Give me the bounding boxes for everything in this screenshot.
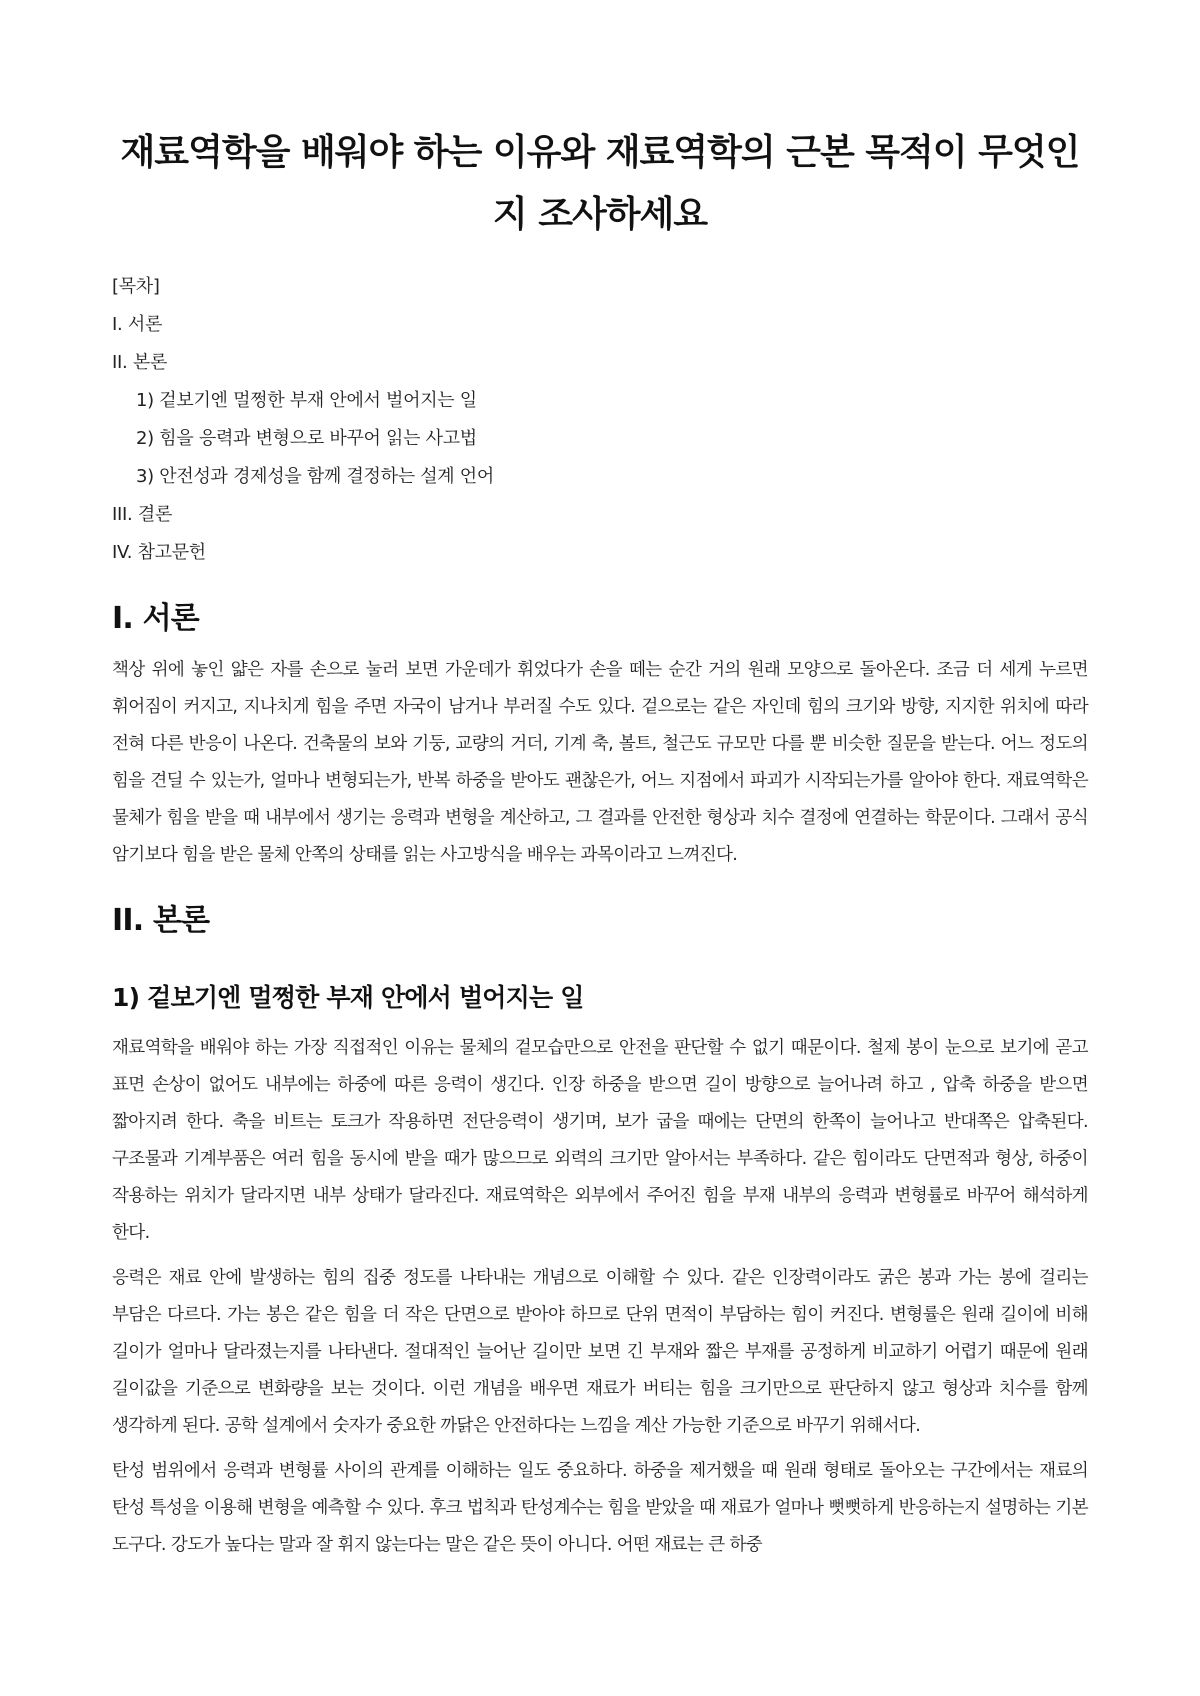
body-paragraph-3: 탄성 범위에서 응력과 변형률 사이의 관계를 이해하는 일도 중요하다. 하중을 제거했을 때 원래 형태로 돌아오는 구간에서는 재료의 탄성 특성을 이용해 변형을 예측할 수 있다. 후크 법칙과 탄성계수는 힘을 받았을 때 재료가 얼마나 뻣뻣하게 반응하는지 설명하는 기본 도구다. 강도가 높다는 말과 잘 휘지 않는다는 말은 같은 뜻이 아니다. 어떤 재료는 큰 하중 [112, 1461, 1088, 1555]
intro-paragraph: 책상 위에 놓인 얇은 자를 손으로 눌러 보면 가운데가 휘었다가 손을 떼는 순간 거의 원래 모양으로 돌아온다. 조금 더 세게 누르면 휘어짐이 커지고, 지나치게 힘을 주면 자국이 남거나 부러질 수도 있다. 겉으로는 같은 자인데 힘의 크기와 방향, 지지한 위치에 따라 전혀 다른 반응이 나온다. 건축물의 보와 기둥, 교량의 거더, 기계 축, 볼트, 철근도 규모만 다를 뿐 비슷한 질문을 받는다. 어느 정도의 힘을 견딜 수 있는가, 얼마나 변형되는가, 반복 하중을 받아도 괜찮은가, 어느 지점에서 파괴가 시작되는가를 알아야 한다. 재료역학은 물체가 힘을 받을 때 내부에서 생기는 응력과 변형을 계산하고, 그 결과를 안전한 형상과 치수 결정에 연결하는 학문이다. 그래서 공식 암기보다 힘을 받은 물체 안쪽의 상태를 읽는 사고방식을 배우는 과목이라고 느껴진다. [112, 660, 1088, 865]
toc-item-body-3: 3) 안전성과 경제성을 함께 결정하는 설계 언어 [136, 466, 494, 487]
body-paragraph-2: 응력은 재료 안에 발생하는 힘의 집중 정도를 나타내는 개념으로 이해할 수 있다. 같은 인장력이라도 굵은 봉과 가는 봉에 걸리는 부담은 다르다. 가는 봉은 같은 힘을 더 작은 단면으로 받아야 하므로 단위 면적이 부담하는 힘이 커진다. 변형률은 원래 길이에 비해 길이가 얼마나 달라졌는지를 나타낸다. 절대적인 늘어난 길이만 보면 긴 부재와 짧은 부재를 공정하게 비교하기 어렵기 때문에 원래 길이값을 기준으로 변화량을 보는 것이다. 이런 개념을 배우면 재료가 버티는 힘을 크기만으로 판단하지 않고 형상과 치수를 함께 생각하게 된다. 공학 설계에서 숫자가 중요한 까닭은 안전하다는 느낌을 계산 가능한 기준으로 바꾸기 위해서다. [112, 1268, 1088, 1436]
toc-item-body-2: 2) 힘을 응력과 변형으로 바꾸어 읽는 사고법 [136, 428, 477, 449]
table-of-contents [112, 268, 1088, 572]
subsection-heading-1: 1) 겉보기엔 멀쩡한 부재 안에서 벌어지는 일 [112, 983, 584, 1012]
section-heading-body: II. 본론 [112, 903, 210, 938]
toc-item-intro: I. 서론 [112, 314, 163, 335]
body-paragraph-1: 재료역학을 배워야 하는 가장 직접적인 이유는 물체의 겉모습만으로 안전을 판단할 수 없기 때문이다. 철제 봉이 눈으로 보기에 곧고 표면 손상이 없어도 내부에는 하중에 따른 응력이 생긴다. 인장 하중을 받으면 길이 방향으로 늘어나려 하고 , 압축 하중을 받으면 짧아지려 한다. 축을 비트는 토크가 작용하면 전단응력이 생기며, 보가 굽을 때에는 단면의 한쪽이 늘어나고 반대쪽은 압축된다. 구조물과 기계부품은 여러 힘을 동시에 받을 때가 많으므로 외력의 크기만 알아서는 부족하다. 같은 힘이라도 단면적과 형상, 하중이 작용하는 위치가 달라지면 내부 상태가 달라진다. 재료역학은 외부에서 주어진 힘을 부재 내부의 응력과 변형률로 바꾸어 해석하게 한다. [112, 1038, 1088, 1243]
toc-item-conclusion: III. 결론 [112, 504, 173, 525]
toc-heading: [목차] [112, 276, 160, 297]
toc-item-body-1: 1) 겉보기엔 멀쩡한 부재 안에서 벌어지는 일 [136, 390, 477, 411]
section-heading-intro: I. 서론 [112, 601, 199, 636]
toc-item-body: II. 본론 [112, 352, 168, 373]
document-title: 재료역학을 배워야 하는 이유와 재료역학의 근본 목적이 무엇인지 조사하세요 [120, 132, 1080, 235]
toc-item-references: IV. 참고문헌 [112, 542, 206, 563]
